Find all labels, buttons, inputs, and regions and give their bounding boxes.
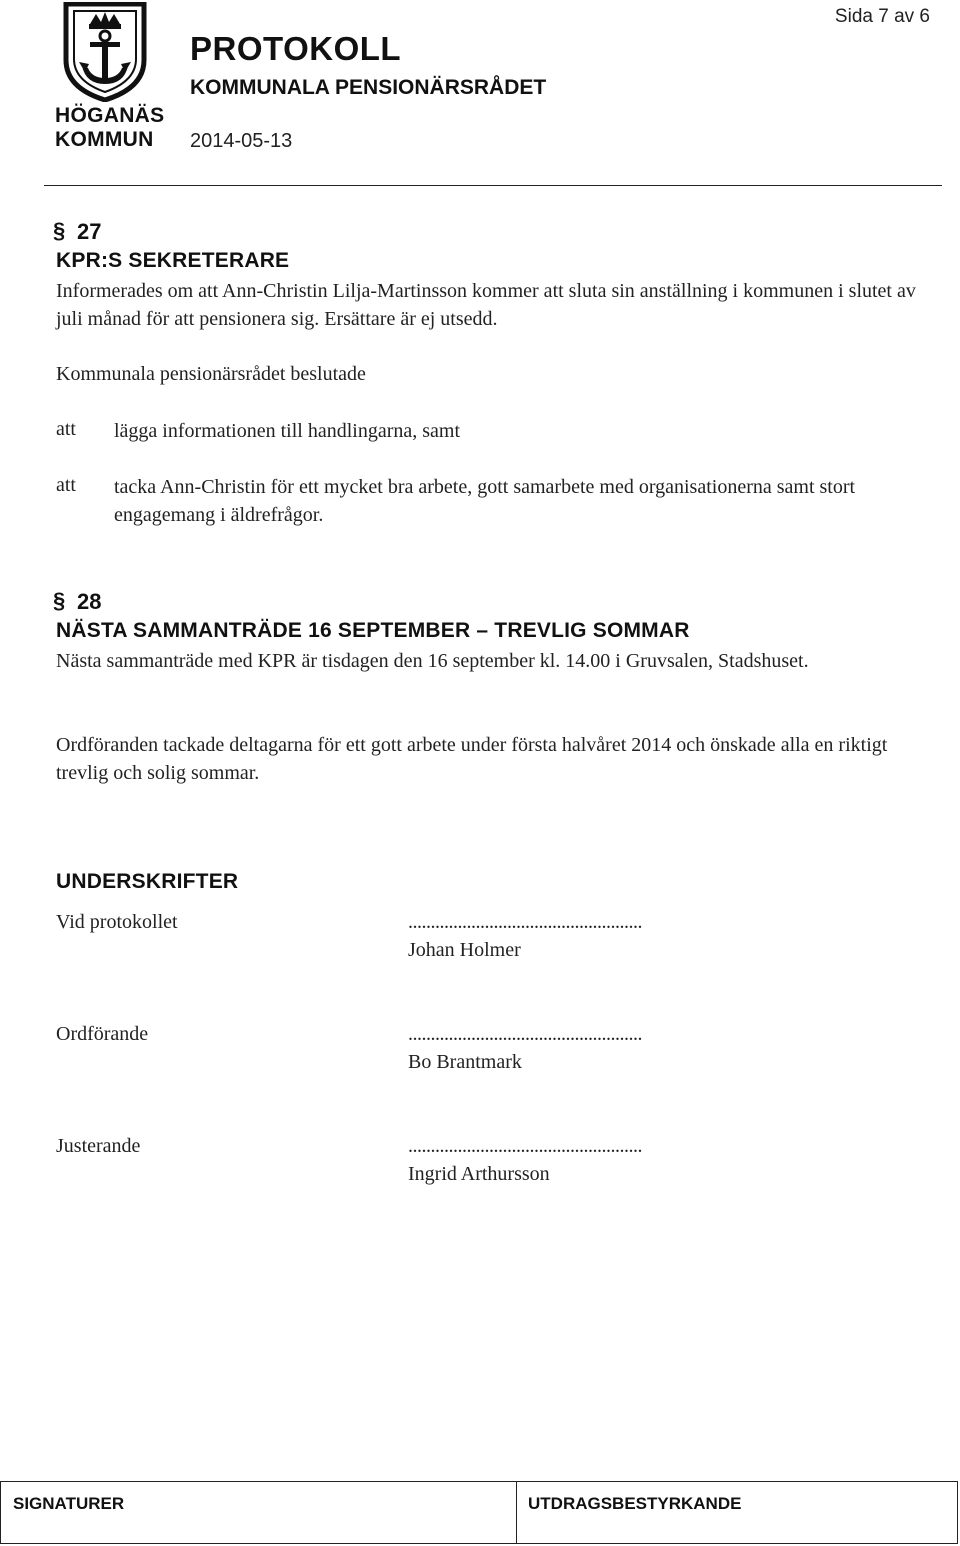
section-28-number: 28 <box>77 589 102 614</box>
anchor-crest-icon <box>52 2 158 102</box>
section-27-title: KPR:S SEKRETERARE <box>56 249 290 272</box>
decision-2-prefix: att <box>56 474 76 496</box>
document-date: 2014-05-13 <box>190 130 293 152</box>
decision-2-text: tacka Ann-Christin för ett mycket bra arbete, gott samarbete med organisationerna samt stort engagemang i äldrefrågor. <box>114 476 856 526</box>
signature-name: Ingrid Arthursson <box>408 1163 550 1185</box>
signature-name: Johan Holmer <box>408 939 521 961</box>
footer-certification-label: UTDRAGSBESTYRKANDE <box>528 1494 742 1513</box>
signature-role: Justerande <box>56 1135 141 1157</box>
logo-text-line1: HÖGANÄS <box>55 104 165 127</box>
section-symbol-icon: § <box>53 218 66 243</box>
section-28-text-2: Ordföranden tackade deltagarna för ett gott arbete under första halvåret 2014 och önskade alla en riktigt trevlig och solig sommar. <box>56 734 888 784</box>
header-divider <box>44 185 942 186</box>
document-title: PROTOKOLL <box>190 30 402 67</box>
section-27-number: 27 <box>77 219 102 244</box>
decision-1-text: lägga informationen till handlingarna, samt <box>114 420 461 442</box>
signature-role: Ordförande <box>56 1023 149 1045</box>
footer-signature-table <box>0 1481 958 1544</box>
section-symbol-icon: § <box>53 588 66 613</box>
signature-line: .................................................... <box>408 1023 642 1045</box>
signature-line: .................................................... <box>408 911 642 933</box>
committee-name: KOMMUNALA PENSIONÄRSRÅDET <box>190 76 547 99</box>
section-28-title: NÄSTA SAMMANTRÄDE 16 SEPTEMBER – TREVLIG SOMMAR <box>56 619 690 642</box>
decision-1-prefix: att <box>56 418 76 440</box>
signature-name: Bo Brantmark <box>408 1051 522 1073</box>
municipality-logo <box>52 2 165 152</box>
footer-divider <box>516 1482 517 1543</box>
page-number: Sida 7 av 6 <box>834 6 930 27</box>
signature-line: .................................................... <box>408 1135 642 1157</box>
signature-role: Vid protokollet <box>56 911 178 933</box>
footer-signatures-label: SIGNATURER <box>13 1494 125 1513</box>
decision-heading: Kommunala pensionärsrådet beslutade <box>56 363 366 385</box>
section-28-text: Nästa sammanträde med KPR är tisdagen den 16 september kl. 14.00 i Gruvsalen, Stadshuset. <box>56 650 809 672</box>
section-27-text: Informerades om att Ann-Christin Lilja-Martinsson kommer att sluta sin anställning i kommunen i slutet av juli månad för att pensionera sig. Ersättare är ej utsedd. <box>56 280 916 330</box>
logo-text-line2: KOMMUN <box>55 128 154 151</box>
signatures-heading: UNDERSKRIFTER <box>56 870 239 893</box>
